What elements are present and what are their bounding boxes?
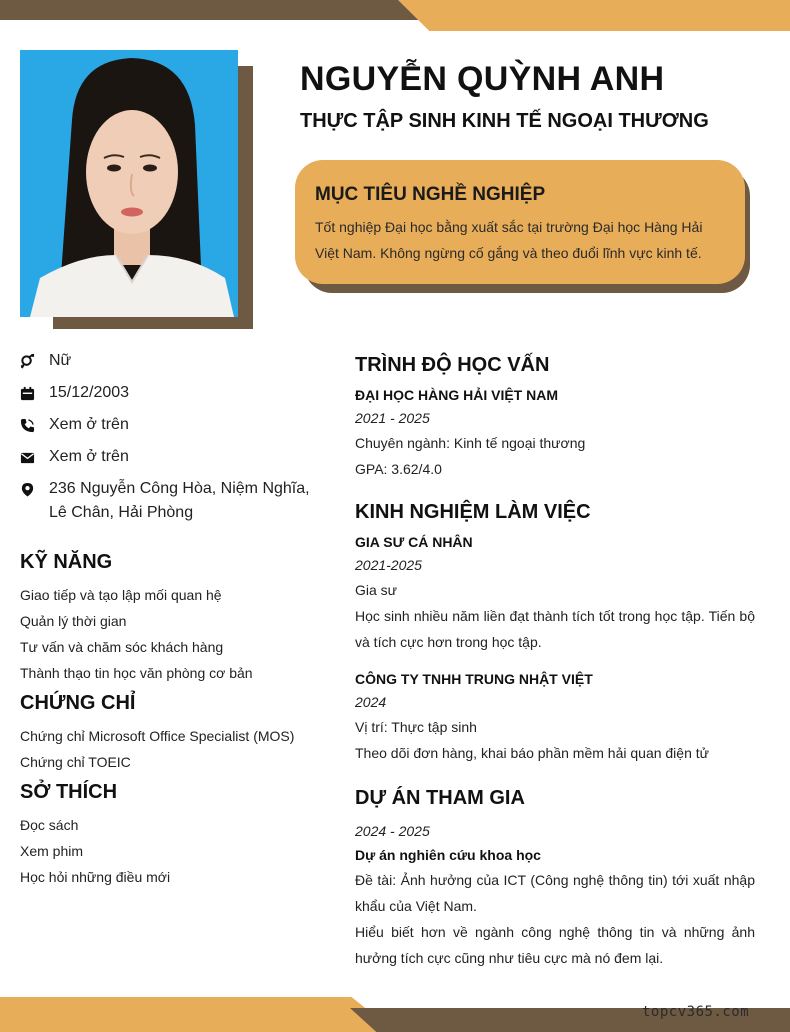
hobbies-title: SỞ THÍCH — [20, 781, 118, 803]
top-dark-band — [0, 0, 440, 20]
gender-icon — [20, 349, 49, 373]
email-value: Xem ở trên — [49, 448, 129, 465]
project-topic: Đề tài: Ảnh hưởng của ICT (Công nghệ thông tin) tới xuất nhập khẩu của Việt Nam. — [355, 872, 755, 914]
objective-text: Tốt nghiệp Đại học bằng xuất sắc tại trường Đại học Hàng Hải Việt Nam. Không ngừng cố gắng và theo đuổi lĩnh vực kinh tế. — [315, 219, 703, 261]
portrait-illustration — [20, 50, 238, 317]
job-title: THỰC TẬP SINH KINH TẾ NGOẠI THƯƠNG — [300, 110, 709, 132]
list-item: Đọc sách — [20, 817, 79, 833]
contact-gender — [20, 349, 320, 373]
education-major: Chuyên ngành: Kinh tế ngoại thương — [355, 435, 586, 451]
certificates-list — [20, 723, 320, 775]
list-item: Tư vấn và chăm sóc khách hàng — [20, 639, 224, 655]
experience-section — [355, 500, 755, 766]
experience-desc: Học sinh nhiều năm liền đạt thành tích tốt trong học tập. Tiến bộ và tích cực hơn trong học tập. — [355, 608, 755, 650]
skills-section — [20, 550, 320, 686]
address-value: 236 Nguyễn Công Hòa, Niệm Nghĩa, Lê Chân, Hải Phòng — [49, 480, 310, 521]
project-result: Hiểu biết hơn về ngành công nghệ thông tin và những ảnh hưởng tích cực cũng như tiêu cực mà nó đem lại. — [355, 924, 755, 966]
list-item: Xem phim — [20, 843, 84, 859]
skills-title: KỸ NĂNG — [20, 551, 113, 573]
contact-birthday — [20, 381, 320, 405]
experience-period: 2024 — [355, 694, 387, 710]
project-period: 2024 - 2025 — [355, 823, 430, 839]
project-name: Dự án nghiên cứu khoa học — [355, 847, 541, 863]
experience-entry — [355, 530, 755, 655]
contact-address — [20, 477, 320, 525]
profile-photo — [20, 50, 238, 317]
list-item: Giao tiếp và tạo lập mối quan hệ — [20, 587, 222, 603]
certificates-title: CHỨNG CHỈ — [20, 692, 136, 714]
school-name: ĐẠI HỌC HÀNG HẢI VIỆT NAM — [355, 387, 558, 403]
experience-entry — [355, 667, 755, 766]
list-item: Chứng chỉ Microsoft Office Specialist (MOS) — [20, 728, 295, 744]
projects-section — [355, 786, 755, 971]
objective-box — [295, 160, 745, 284]
hobbies-list — [20, 812, 320, 890]
top-orange-band — [398, 0, 790, 31]
contact-info — [20, 349, 320, 533]
contact-phone — [20, 413, 320, 437]
education-section — [355, 353, 755, 482]
education-title: TRÌNH ĐỘ HỌC VẤN — [355, 354, 550, 376]
phone-icon — [20, 413, 49, 437]
map-pin-icon — [20, 477, 49, 501]
experience-org: CÔNG TY TNHH TRUNG NHẬT VIỆT — [355, 671, 593, 687]
list-item: Học hỏi những điều mới — [20, 869, 171, 885]
education-gpa: GPA: 3.62/4.0 — [355, 461, 442, 477]
gender-value: Nữ — [49, 352, 72, 369]
experience-desc: Theo dõi đơn hàng, khai báo phần mềm hải quan điện tử — [355, 745, 710, 761]
experience-title: KINH NGHIỆM LÀM VIỆC — [355, 501, 591, 523]
envelope-icon — [20, 445, 49, 469]
experience-role: Gia sư — [355, 582, 398, 598]
objective-title: MỤC TIÊU NGHỀ NGHIỆP — [315, 184, 546, 205]
birthday-value: 15/12/2003 — [49, 384, 130, 401]
list-item: Chứng chỉ TOEIC — [20, 754, 131, 770]
list-item: Thành thạo tin học văn phòng cơ bản — [20, 665, 253, 681]
experience-period: 2021-2025 — [355, 557, 422, 573]
contact-email — [20, 445, 320, 469]
candidate-name: NGUYỄN QUỲNH ANH — [300, 60, 665, 98]
list-item: Quản lý thời gian — [20, 613, 127, 629]
skills-list — [20, 582, 320, 686]
hobbies-section — [20, 780, 320, 890]
bottom-orange-band — [0, 997, 395, 1032]
phone-value: Xem ở trên — [49, 416, 129, 433]
education-period: 2021 - 2025 — [355, 410, 430, 426]
projects-title: DỰ ÁN THAM GIA — [355, 787, 525, 809]
experience-role: Vị trí: Thực tập sinh — [355, 719, 477, 735]
calendar-icon — [20, 381, 49, 405]
watermark: topcv365.com — [642, 1004, 750, 1020]
experience-org: GIA SƯ CÁ NHÂN — [355, 534, 473, 550]
certificates-section — [20, 691, 320, 775]
